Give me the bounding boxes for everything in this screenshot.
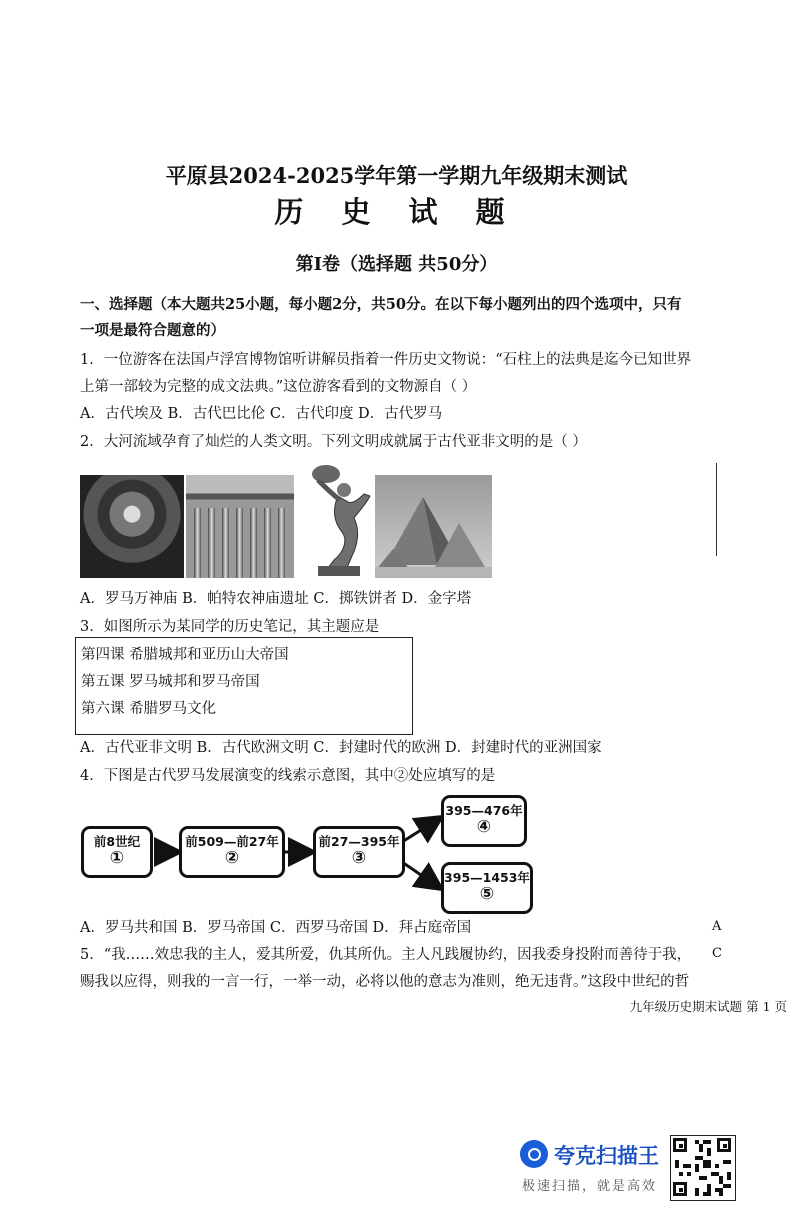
part1-instructions-line1: （本大题共25小题，每小题2分，共50分。在以下每小题列出的四个选项中，只有 — [152, 296, 682, 313]
timeline-box-4 — [441, 795, 527, 847]
q3-note-lesson5: 第五课 罗马城邦和罗马帝国 — [81, 674, 260, 690]
timeline-box-4-marker: ④ — [476, 817, 492, 837]
pyramids-drawing — [375, 475, 492, 578]
timeline-box-5 — [441, 862, 533, 914]
timeline-box-3 — [313, 826, 405, 878]
q3-note-lesson4: 第四课 希腊城邦和亚历山大帝国 — [81, 647, 289, 663]
q1-stem-line2: 上第一部较为完整的成文法典。”这位游客看到的文物源自（ ） — [80, 379, 477, 395]
q2-stem: 2．大河流域孕育了灿烂的人类文明。下列文明成就属于古代亚非文明的是（ ） — [80, 434, 587, 450]
timeline-box-1-period: 前8世纪 — [93, 834, 141, 849]
pyramid-image — [375, 475, 492, 578]
q1-options: A．古代埃及 B．古代巴比伦 C．古代印度 D．古代罗马 — [80, 406, 443, 422]
section-title: 第Ⅰ卷（选择题 共50分） — [295, 254, 498, 275]
part1-instructions-line2: 一项是最符合题意的） — [80, 322, 225, 339]
timeline-box-1-marker: ① — [109, 848, 125, 868]
parthenon-image — [186, 475, 294, 578]
scan-edge-line — [716, 463, 717, 556]
scanner-logo-icon — [520, 1140, 548, 1168]
page-footer: 九年级历史期末试题 第 1 页 — [629, 999, 787, 1014]
q5-stem-line2: 赐我以应得，则我的一言一行，一举一动，必将以他的意志为准则，绝无违背。”这段中世纪的哲 — [80, 974, 690, 990]
q4-stem: 4．下图是古代罗马发展演变的线索示意图，其中②处应填写的是 — [80, 768, 496, 784]
qr-code-icon — [670, 1135, 736, 1201]
discobolus-image — [304, 460, 376, 578]
qr-finder-bottom-left — [673, 1182, 687, 1196]
timeline-box-2-period: 前509—前27年 — [185, 834, 279, 849]
q1-stem-line1: 1．一位游客在法国卢浮宫博物馆听讲解员指着一件历史文物说：“石柱上的法典是迄今已知世界 — [80, 352, 692, 368]
subject-title: 历 史 试 题 — [274, 195, 519, 229]
timeline-box-5-marker: ⑤ — [479, 884, 495, 904]
pantheon-image — [80, 475, 184, 578]
timeline-box-3-period: 前27—395年 — [318, 834, 400, 849]
margin-mark-a: A — [712, 919, 722, 934]
qr-finder-top-left — [673, 1138, 687, 1152]
q4-options: A．罗马共和国 B．罗马帝国 C．西罗马帝国 D．拜占庭帝国 — [80, 920, 472, 936]
q3-options: A．古代亚非文明 B．古代欧洲文明 C．封建时代的欧洲 D．封建时代的亚洲国家 — [80, 740, 602, 756]
part1-instructions — [80, 296, 681, 314]
arrow-3-to-4 — [402, 818, 440, 842]
part1-heading: 一、选择题 — [80, 296, 153, 313]
timeline-box-4-period: 395—476年 — [445, 803, 523, 818]
timeline-box-2-marker: ② — [224, 848, 240, 868]
q3-notes-box — [75, 637, 413, 735]
timeline-box-3-marker: ③ — [351, 848, 367, 868]
qr-finder-top-right — [717, 1138, 731, 1152]
q3-note-lesson6: 第六课 希腊罗马文化 — [81, 701, 217, 717]
q2-options: A．罗马万神庙 B．帕特农神庙遗址 C．掷铁饼者 D．金字塔 — [80, 591, 472, 607]
timeline-box-5-period: 395—1453年 — [444, 870, 530, 885]
scanner-brand-name: 夸克扫描王 — [554, 1144, 659, 1168]
q5-stem-line1: 5．“我……效忠我的主人，爱其所爱，仇其所仇。主人凡践履协约，因我委身投附而善待于我， — [80, 947, 692, 963]
timeline-box-1 — [81, 826, 153, 878]
discus-thrower-figure — [304, 460, 376, 578]
margin-mark-c: C — [712, 946, 722, 961]
exam-title: 平原县2024-2025学年第一学期九年级期末测试 — [165, 163, 628, 188]
scanner-slogan: 极速扫描，就是高效 — [522, 1179, 658, 1194]
arrow-3-to-5 — [402, 862, 440, 888]
timeline-box-2 — [179, 826, 285, 878]
q3-stem: 3．如图所示为某同学的历史笔记，其主题应是 — [80, 619, 380, 635]
